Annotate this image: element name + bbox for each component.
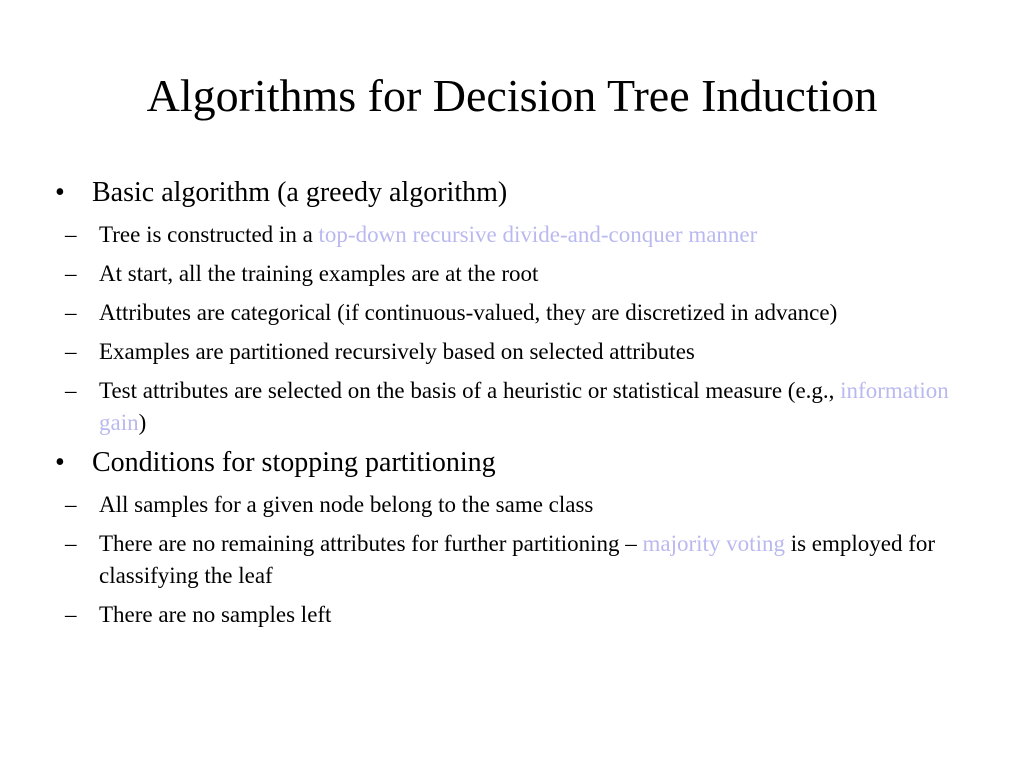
bullet-icon: • — [55, 177, 65, 208]
highlight-text: majority voting — [642, 531, 785, 556]
sub-list-stopping-conditions — [55, 489, 975, 631]
sub-item-text: Test attributes are selected on the basis of a heuristic or statistical measure (e.g., — [99, 378, 841, 403]
sub-item-partitioned — [55, 336, 975, 368]
sub-item-text-tail: ) — [138, 410, 147, 435]
sub-item-categorical — [55, 297, 975, 329]
slide-title: Algorithms for Decision Tree Induction — [146, 70, 878, 121]
sub-item-at-start — [55, 258, 975, 290]
sub-item-text: There are no samples left — [99, 602, 332, 627]
dash-icon: – — [65, 492, 77, 517]
dash-icon: – — [65, 300, 77, 325]
sub-item-majority-voting — [55, 528, 975, 592]
bullet-stopping-conditions — [55, 446, 975, 480]
dash-icon: – — [65, 261, 77, 286]
dash-icon: – — [65, 531, 77, 556]
section-heading: Basic algorithm (a greedy algorithm) — [92, 177, 508, 208]
slide-body — [55, 176, 975, 638]
highlight-text: information gain — [99, 378, 949, 435]
dash-icon: – — [65, 339, 77, 364]
bullet-basic-algorithm — [55, 176, 975, 210]
sub-item-text: All samples for a given node belong to the same class — [99, 492, 594, 517]
bullet-icon: • — [55, 447, 65, 478]
dash-icon: – — [65, 222, 77, 247]
sub-item-text: There are no remaining attributes for further partitioning – — [99, 531, 643, 556]
section-heading: Conditions for stopping partitioning — [92, 447, 496, 478]
sub-item-text: Examples are partitioned recursively based on selected attributes — [99, 339, 695, 364]
sub-item-top-down — [55, 219, 975, 251]
dash-icon: – — [65, 378, 77, 403]
sub-item-text: Tree is constructed in a — [99, 222, 319, 247]
sub-list-basic-algorithm — [55, 219, 975, 439]
sub-item-test-attributes — [55, 375, 975, 439]
dash-icon: – — [65, 602, 77, 627]
sub-item-text: Attributes are categorical (if continuous-valued, they are discretized in advance) — [99, 300, 838, 325]
sub-item-no-samples — [55, 599, 975, 631]
sub-item-text-tail: is employed for classifying the leaf — [99, 531, 936, 588]
highlight-text: top-down recursive divide-and-conquer manner — [318, 222, 758, 247]
sub-item-text: At start, all the training examples are at the root — [99, 261, 539, 286]
sub-item-same-class — [55, 489, 975, 521]
